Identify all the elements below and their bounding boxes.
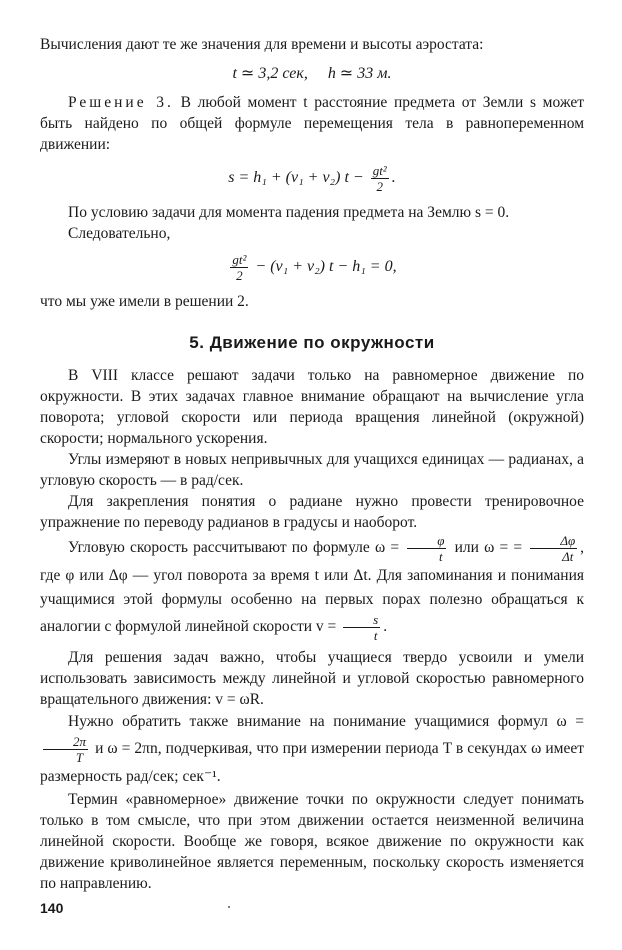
paragraph-7: Термин «равномерное» движение точки по окружности следует понимать только в том смысле, что при этом движении остается неизменной величина линейной скорости. Вообще же говоря, всякое движение по окружности как движение криволинейное является переменным, поскольку скорость изменяется по направлению. <box>40 791 584 892</box>
paragraph-6 <box>40 710 584 789</box>
displacement-fraction <box>371 163 389 194</box>
equation-rest: − (v₁ + v₂) t − h₁ = 0, <box>255 258 397 276</box>
equation-fraction-num: gt² <box>232 252 247 267</box>
equation-fraction-den: 2 <box>236 268 243 283</box>
page-content <box>40 34 584 894</box>
delta-omega-fraction-den: Δt <box>562 549 574 564</box>
paragraph-4 <box>40 533 584 643</box>
period-fraction-num: 2π <box>43 734 88 750</box>
p4-mid: или ω = <box>454 539 509 557</box>
paragraph-3: Для закрепления понятия о радиане нужно провести тренировочное упражнение по переводу радианов в градусы и наоборот. <box>40 493 584 531</box>
displacement-fraction-den: 2 <box>376 179 383 194</box>
displacement-formula <box>40 163 584 194</box>
conclusion-text: что мы уже имели в решении 2. <box>40 293 249 310</box>
period-fraction <box>43 734 88 765</box>
print-speck <box>228 906 230 908</box>
displacement-formula-lhs: s = h₁ + (v₁ + v₂) t − <box>228 169 364 187</box>
p4-start: Угловую скорость рассчитывают по формуле ω = <box>68 539 400 557</box>
solution3-text: В любой момент t расстояние предмета от Земли s может быть найдено по общей формуле перемещения тела в равнопеременном движении: <box>40 94 584 153</box>
result-time: t ≃ 3,2 сек, <box>232 65 308 82</box>
therefore-text: Следовательно, <box>68 225 171 242</box>
omega-fraction-num: φ <box>407 533 446 549</box>
intro-text: Вычисления дают те же значения для времени и высоты аэростата: <box>40 36 484 53</box>
omega-fraction-den: t <box>439 549 443 564</box>
result-height: h ≃ 33 м. <box>327 65 392 82</box>
delta-omega-fraction <box>530 533 577 564</box>
result-formula <box>40 63 584 84</box>
delta-omega-fraction-num: Δφ <box>530 533 577 549</box>
velocity-fraction <box>343 612 380 643</box>
solution3-paragraph <box>40 92 584 155</box>
equation-formula <box>40 252 584 283</box>
p4-rest: , где φ или Δφ — угол поворота за время t или Δt. Для запоминания и понимания учащимися этой формулы особенно на первых порах полезно обращаться к аналогии с формулой линейной скорости v = <box>40 539 585 636</box>
page-number: 140 <box>40 900 64 916</box>
p4-eq: = <box>513 539 523 557</box>
condition-text: По условию задачи для момента падения предмета на Землю s = 0. <box>68 204 510 221</box>
displacement-fraction-num: gt² <box>372 163 387 178</box>
velocity-fraction-num: s <box>343 612 380 628</box>
p6-start: Нужно обратить также внимание на понимание учащимися формул ω = <box>68 713 584 730</box>
section-title: 5. Движение по окружности <box>189 333 435 352</box>
paragraph-1: В VIII классе решают задачи только на равномерное движение по окружности. В этих задачах главное внимание обращают на вычисление угла поворота; угловой скорости или периода вращения линейной (окружной) скорости; нормального ускорения. <box>40 367 584 447</box>
p6-mid: и ω = 2πn, подчеркивая, что при измерении периода T в секундах ω имеет размерность рад/сек; сек⁻¹. <box>40 740 585 785</box>
paragraph-2: Углы измеряют в новых непривычных для учащихся единицах — радианах, а угловую скорость — в рад/сек. <box>40 451 584 489</box>
p4-end: . <box>383 618 388 636</box>
equation-fraction <box>230 252 248 283</box>
solution3-label: Решение 3. <box>68 94 174 111</box>
velocity-fraction-den: t <box>373 628 378 643</box>
paragraph-5: Для решения задач важно, чтобы учащиеся твердо усвоили и умели использовать зависимость между линейной и угловой скоростью равномерного вращательного движения: v = ωR. <box>40 649 584 708</box>
omega-fraction <box>407 533 446 564</box>
displacement-formula-end: . <box>391 169 396 187</box>
period-fraction-den: T <box>75 750 84 765</box>
